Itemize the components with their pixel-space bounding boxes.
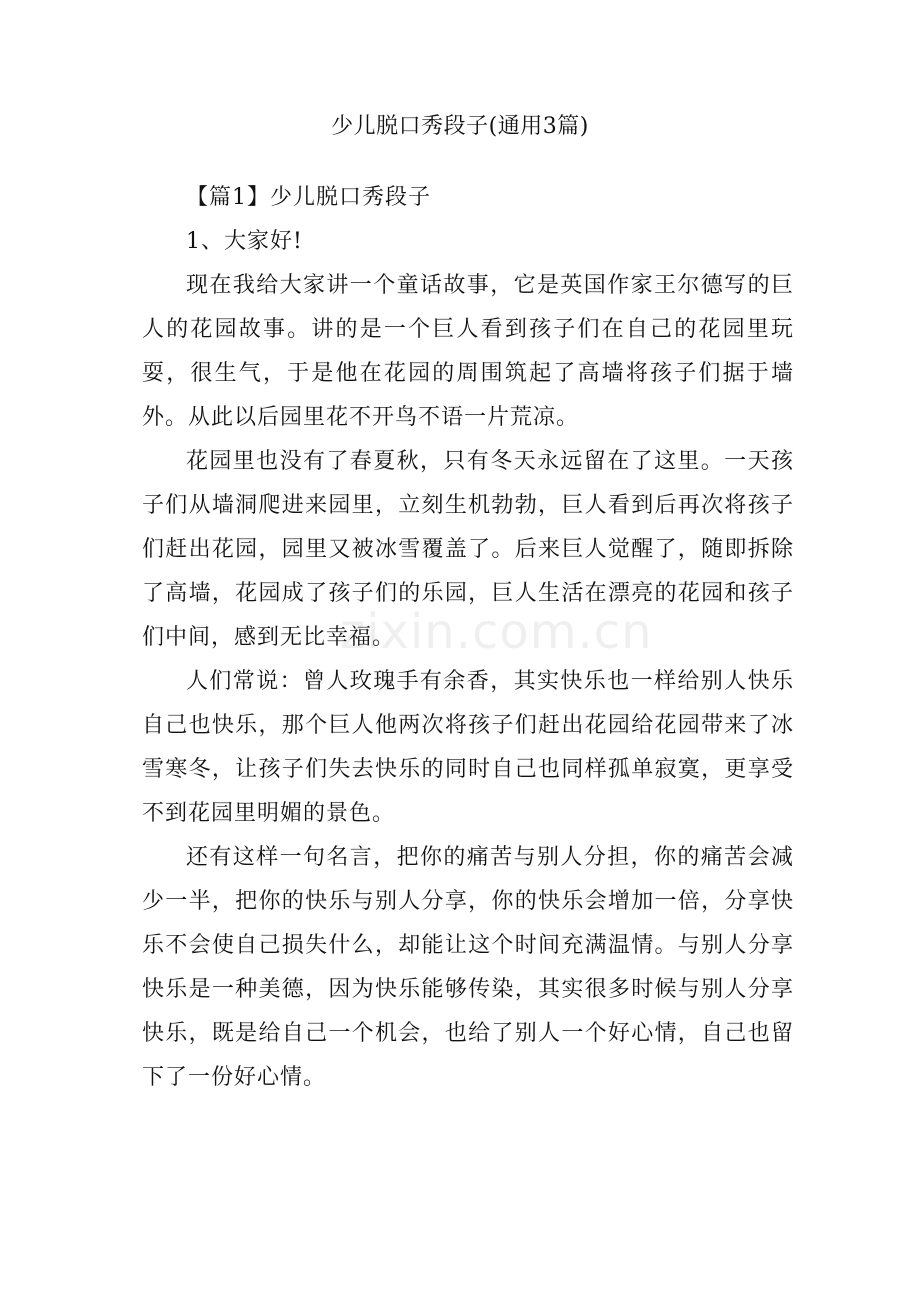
section-heading: 【篇1】少儿脱口秀段子 xyxy=(186,185,431,210)
paragraph-2: 花园里也没有了春夏秋，只有冬天永远留在了这里。一天孩子们从墙洞爬进来园里，立刻生机勃勃，巨人看到后再次将孩子们赶出花园，园里又被冰雪覆盖了。后来巨人觉醒了，随即拆除了高墙，花园成了孩子们的乐园，巨人生活在漂亮的花园和孩子们中间，感到无比幸福。 xyxy=(142,449,794,650)
paragraph-1: 现在我给大家讲一个童话故事，它是英国作家王尔德写的巨人的花园故事。讲的是一个巨人看到孩子们在自己的花园里玩耍，很生气，于是他在花园的周围筑起了高墙将孩子们据于墙外。从此以后园里花不开鸟不语一片荒凉。 xyxy=(142,273,794,430)
document-title: 少儿脱口秀段子(通用3篇) xyxy=(331,114,589,139)
item-heading: 1、大家好! xyxy=(186,229,303,254)
paragraph-3: 人们常说：曾人玫瑰手有余香，其实快乐也一样给别人快乐自己也快乐，那个巨人他两次将孩子们赶出花园给花园带来了冰雪寒冬，让孩子们失去快乐的同时自己也同样孤单寂寞，更享受不到花园里明媚的景色。 xyxy=(142,669,794,826)
watermark: zixin.com.cn xyxy=(340,604,653,660)
document-body xyxy=(142,176,794,1100)
paragraph-4: 还有这样一句名言，把你的痛苦与别人分担，你的痛苦会减少一半，把你的快乐与别人分享，你的快乐会增加一倍，分享快乐不会使自己损失什么，却能让这个时间充满温情。与别人分享快乐是一种美德，因为快乐能够传染，其实很多时候与别人分享快乐，既是给自己一个机会，也给了别人一个好心情，自己也留下了一份好心情。 xyxy=(142,845,794,1090)
